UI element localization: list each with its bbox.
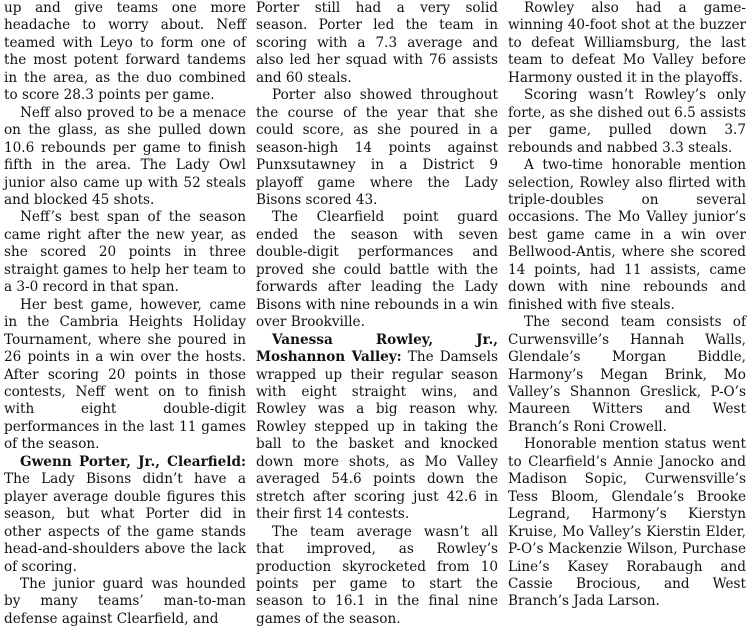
paragraph — [508, 87, 746, 157]
paragraph-text: Her best game, however, came in the Cambria Heights Holiday Tournament, where she poured in 26 points in a win over the hosts. After scoring 20 points in those contests, Neff went on to finish with eight double-digit performances in the last 11 games of the season. — [4, 296, 246, 453]
paragraph-text: Porter also showed throughout the course of the year that she could score, as she poured in a season-high 14 points against Punxsutawney in a District 9 playoff game where the Lady Bisons scored 43. — [256, 87, 498, 208]
paragraph-text: Neff’s best span of the season came right after the new year, as she scored 20 points in three straight games to help her team to a 3-0 record in that span. — [4, 209, 246, 296]
paragraph-text: Scoring wasn’t Rowley’s only forte, as she dished out 6.5 assists per game, pulled down 3.7 rebounds and nabbed 3.3 steals. — [508, 87, 746, 156]
paragraph — [508, 436, 746, 611]
paragraph-text: Honorable mention status went to Clearfield’s Annie Janocko and Madison Sopic, Curwensville’s Tess Bloom, Glendale’s Brooke Legrand, Harmony’s Kierstyn Kruise, Mo Valley’s Kierstin Elder, P-O’s Mackenzie Wilson, Purchase Line’s Kasey Rorabaugh and Cassie Brocious, and West Branch’s Jada Larson. — [508, 436, 746, 610]
paragraph — [4, 209, 246, 296]
paragraph-text: The second team consists of Curwensville’s Hannah Walls, Glendale’s Morgan Biddle, Harmony’s Megan Brink, Mo Valley’s Shannon Greslick, P-O’s Maureen Witters and West Branch’s Roni Crowell. — [508, 314, 746, 435]
paragraph — [4, 454, 246, 576]
paragraph — [4, 297, 246, 454]
paragraph — [256, 0, 498, 87]
paragraph — [4, 105, 246, 210]
column-2 — [256, 0, 498, 628]
paragraph — [508, 314, 746, 436]
paragraph-text: The Lady Bisons didn’t have a player average double figures this season, but what Porter did in other aspects of the game stands head-and-shoulders above the lack of scoring. — [4, 471, 246, 575]
paragraph-text: A two-time honorable mention selection, Rowley also flirted with triple-doubles on several occasions. The Mo Valley junior’s best game came in a win over Bellwood-Antis, where she scored 14 points, had 11 assists, came down with nine rebounds and finished with five steals. — [508, 157, 746, 313]
paragraph — [4, 576, 246, 628]
paragraph — [256, 524, 498, 628]
paragraph — [4, 0, 246, 105]
column-3 — [508, 0, 746, 611]
paragraph-text: Porter still had a very solid season. Porter led the team in scoring with a 7.3 average and also led her squad with 76 assists and 60 steals. — [256, 0, 498, 86]
paragraph — [256, 209, 498, 331]
player-name-heading: Vanessa Rowley, Jr., Moshannon Valley: — [256, 331, 498, 366]
paragraph-text: Rowley also had a game-winning 40-foot shot at the buzzer to defeat Williamsburg, the last team to defeat Mo Valley before Harmony ousted it in the playoffs. — [508, 0, 746, 86]
paragraph — [256, 87, 498, 209]
column-1 — [4, 0, 246, 628]
paragraph — [508, 0, 746, 87]
paragraph — [508, 157, 746, 314]
paragraph-text: The team average wasn’t all that improved, as Rowley’s production skyrocketed from 10 points per game to start the season to 16.1 in the final nine games of the season. — [256, 523, 498, 627]
paragraph-text: The junior guard was hounded by many teams’ man-to-man defense against Clearfield, and — [4, 575, 246, 627]
paragraph — [256, 332, 498, 524]
paragraph-text: up and give teams one more headache to worry about. Neff teamed with Leyo to form one of the most potent forward tandems in the area, as the duo combined to score 28.3 points per game. — [4, 0, 246, 104]
paragraph-text: The Clearfield point guard ended the season with seven double-digit performances and proved she could battle with the forwards after leading the Lady Bisons with nine rebounds in a win over Brookville. — [256, 209, 498, 331]
paragraph-text: Neff also proved to be a menace on the glass, as she pulled down 10.6 rebounds per game to finish fifth in the area. The Lady Owl junior also came up with 52 steals and blocked 45 shots. — [4, 104, 246, 208]
paragraph-text: The Damsels wrapped up their regular season with eight straight wins, and Rowley was a big reason why. Rowley stepped up in taking the ball to the basket and knocked down more shots, as Mo Valley averaged 54.6 points down the stretch after scoring just 42.6 in their first 14 contests. — [256, 349, 498, 523]
player-name-heading: Gwenn Porter, Jr., Clearfield: — [20, 453, 246, 470]
